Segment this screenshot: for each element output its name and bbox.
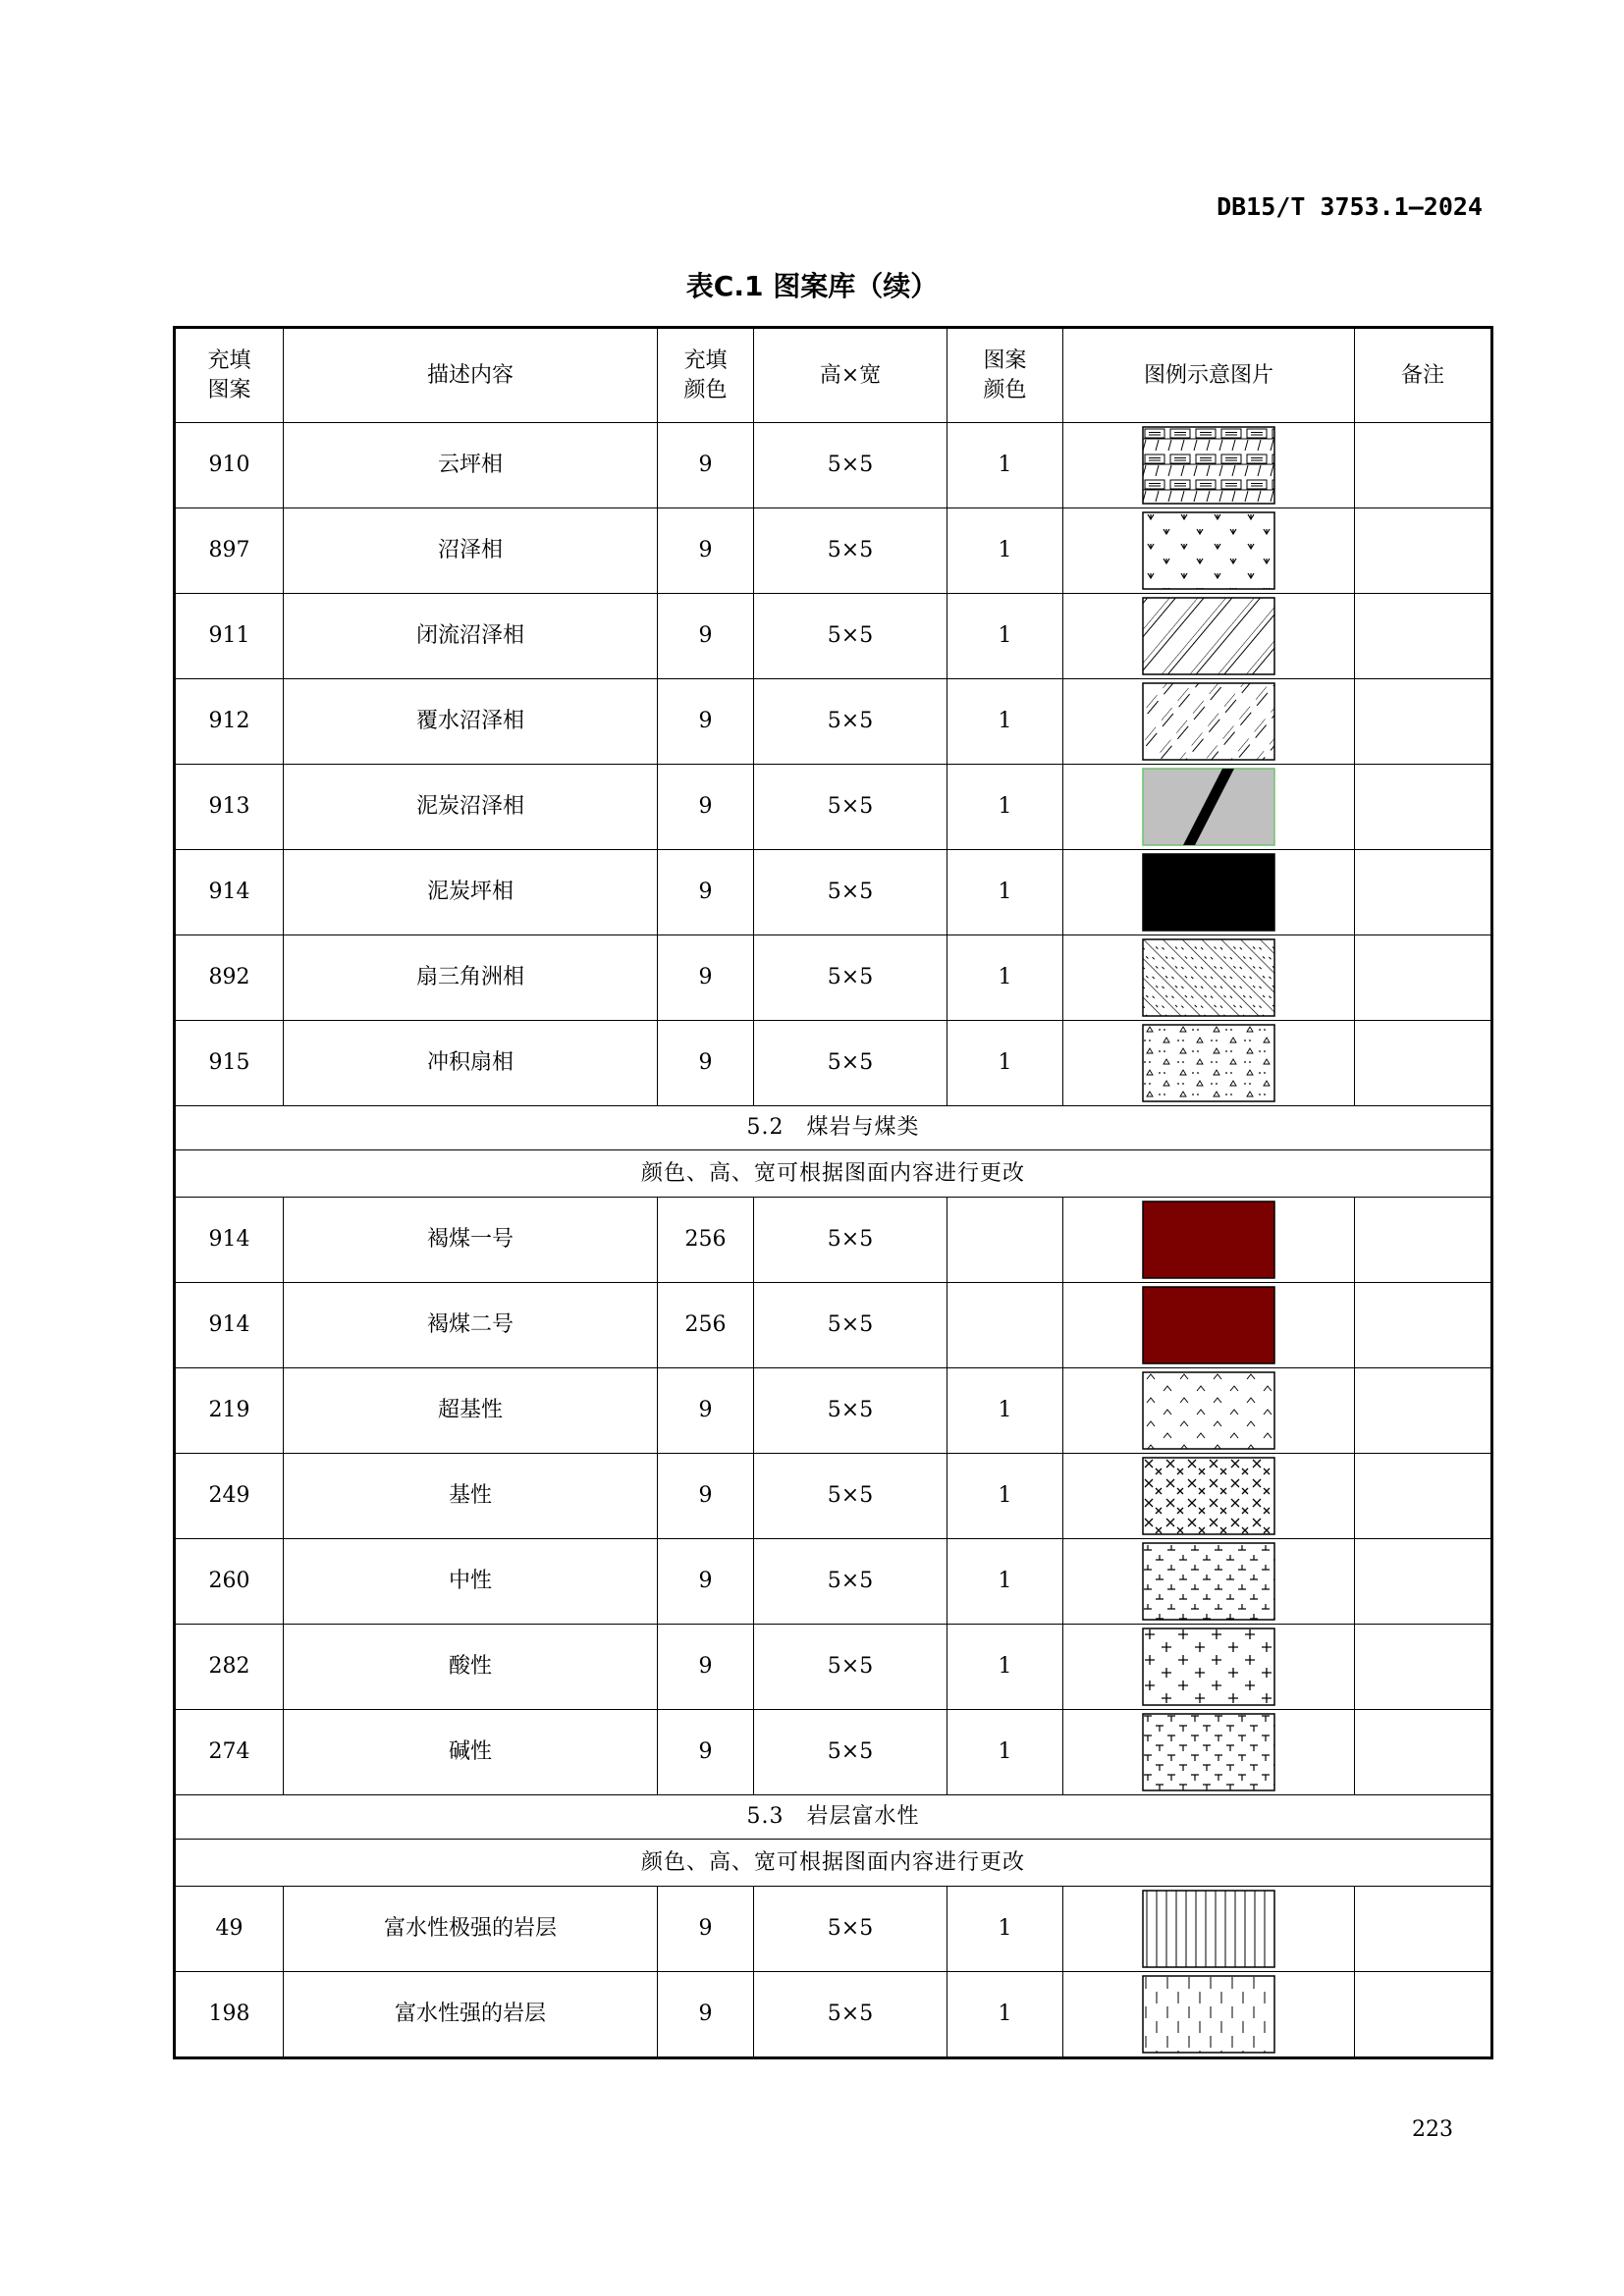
legend-image-cell bbox=[1063, 679, 1355, 765]
fill-color-cell: 9 bbox=[658, 850, 754, 935]
size-cell: 5×5 bbox=[754, 1887, 947, 1972]
table-row bbox=[175, 508, 1492, 594]
pattern-color-cell: 1 bbox=[947, 765, 1063, 850]
description-cell: 沼泽相 bbox=[284, 508, 658, 594]
pattern-color-cell bbox=[947, 1283, 1063, 1368]
description-cell: 泥炭沼泽相 bbox=[284, 765, 658, 850]
fill-color-cell: 9 bbox=[658, 1454, 754, 1539]
legend-image-cell bbox=[1063, 1454, 1355, 1539]
table-title: 表C.1 图案库（续） bbox=[685, 270, 939, 302]
header-fill-color: 充填 颜色 bbox=[658, 328, 754, 423]
description-cell: 富水性强的岩层 bbox=[284, 1972, 658, 2058]
peat-marsh-pattern-icon bbox=[1063, 768, 1354, 846]
size-cell: 5×5 bbox=[754, 1021, 947, 1106]
pattern-color-cell: 1 bbox=[947, 508, 1063, 594]
peat-flat-pattern-icon bbox=[1063, 853, 1354, 932]
size-cell: 5×5 bbox=[754, 1454, 947, 1539]
size-cell: 5×5 bbox=[754, 508, 947, 594]
description-cell: 中性 bbox=[284, 1539, 658, 1625]
code-cell: 915 bbox=[175, 1021, 284, 1106]
fill-color-cell: 9 bbox=[658, 765, 754, 850]
alluvial-fan-pattern-icon bbox=[1063, 1024, 1354, 1102]
legend-image-cell bbox=[1063, 850, 1355, 935]
code-cell: 914 bbox=[175, 1283, 284, 1368]
facies-rows bbox=[175, 423, 1492, 1106]
remarks-cell bbox=[1355, 594, 1492, 679]
remarks-cell bbox=[1355, 1198, 1492, 1283]
legend-image-cell bbox=[1063, 1283, 1355, 1368]
table-row bbox=[175, 1887, 1492, 1972]
document-id: DB15/T 3753.1—2024 bbox=[1217, 192, 1483, 221]
table-row bbox=[175, 765, 1492, 850]
water-yield-rows bbox=[175, 1887, 1492, 2058]
marsh-pattern-icon bbox=[1063, 511, 1354, 590]
legend-image-cell bbox=[1063, 765, 1355, 850]
section-5-3-title-row bbox=[175, 1795, 1492, 1840]
legend-image-cell bbox=[1063, 1887, 1355, 1972]
size-cell: 5×5 bbox=[754, 1283, 947, 1368]
code-cell: 892 bbox=[175, 935, 284, 1021]
fill-color-cell: 9 bbox=[658, 679, 754, 765]
table-row bbox=[175, 850, 1492, 935]
legend-image-cell bbox=[1063, 423, 1355, 508]
header-fill-pattern: 充填 图案 bbox=[175, 328, 284, 423]
table-row bbox=[175, 1368, 1492, 1454]
fill-color-cell: 9 bbox=[658, 1972, 754, 2058]
table-row bbox=[175, 1454, 1492, 1539]
code-cell: 274 bbox=[175, 1710, 284, 1795]
description-cell: 冲积扇相 bbox=[284, 1021, 658, 1106]
remarks-cell bbox=[1355, 935, 1492, 1021]
pattern-color-cell: 1 bbox=[947, 1454, 1063, 1539]
table-row bbox=[175, 935, 1492, 1021]
fill-color-cell: 9 bbox=[658, 1887, 754, 1972]
size-cell: 5×5 bbox=[754, 1625, 947, 1710]
header-remarks: 备注 bbox=[1355, 328, 1492, 423]
size-cell: 5×5 bbox=[754, 1710, 947, 1795]
pattern-color-cell bbox=[947, 1198, 1063, 1283]
legend-image-cell bbox=[1063, 1021, 1355, 1106]
table-row bbox=[175, 1710, 1492, 1795]
remarks-cell bbox=[1355, 1454, 1492, 1539]
fill-color-cell: 256 bbox=[658, 1198, 754, 1283]
description-cell: 富水性极强的岩层 bbox=[284, 1887, 658, 1972]
legend-image-cell bbox=[1063, 1972, 1355, 2058]
lignite-two-swatch-icon bbox=[1063, 1286, 1354, 1364]
remarks-cell bbox=[1355, 1710, 1492, 1795]
cloud-flat-pattern-icon bbox=[1063, 426, 1354, 505]
pattern-color-cell: 1 bbox=[947, 1625, 1063, 1710]
code-cell: 249 bbox=[175, 1454, 284, 1539]
legend-image-cell bbox=[1063, 1368, 1355, 1454]
section-5-2-note-row bbox=[175, 1150, 1492, 1198]
fill-color-cell: 9 bbox=[658, 1539, 754, 1625]
alkaline-pattern-icon bbox=[1063, 1713, 1354, 1791]
size-cell: 5×5 bbox=[754, 935, 947, 1021]
remarks-cell bbox=[1355, 508, 1492, 594]
code-cell: 897 bbox=[175, 508, 284, 594]
remarks-cell bbox=[1355, 1972, 1492, 2058]
code-cell: 912 bbox=[175, 679, 284, 765]
pattern-library-table bbox=[173, 326, 1493, 2059]
legend-image-cell bbox=[1063, 1710, 1355, 1795]
legend-image-cell bbox=[1063, 508, 1355, 594]
legend-image-cell bbox=[1063, 935, 1355, 1021]
description-cell: 扇三角洲相 bbox=[284, 935, 658, 1021]
description-cell: 超基性 bbox=[284, 1368, 658, 1454]
section-5-2-title: 5.2 煤岩与煤类 bbox=[175, 1106, 1492, 1150]
section-5-3-note: 颜色、高、宽可根据图面内容进行更改 bbox=[175, 1840, 1492, 1887]
fill-color-cell: 9 bbox=[658, 935, 754, 1021]
pattern-color-cell: 1 bbox=[947, 423, 1063, 508]
section-5-3-note-row bbox=[175, 1840, 1492, 1887]
pattern-color-cell: 1 bbox=[947, 679, 1063, 765]
pattern-color-cell: 1 bbox=[947, 1972, 1063, 2058]
description-cell: 闭流沼泽相 bbox=[284, 594, 658, 679]
section-5-2-title-row bbox=[175, 1106, 1492, 1150]
size-cell: 5×5 bbox=[754, 1972, 947, 2058]
size-cell: 5×5 bbox=[754, 423, 947, 508]
header-description: 描述内容 bbox=[284, 328, 658, 423]
pattern-color-cell: 1 bbox=[947, 1021, 1063, 1106]
table-row bbox=[175, 1283, 1492, 1368]
code-cell: 198 bbox=[175, 1972, 284, 2058]
size-cell: 5×5 bbox=[754, 1198, 947, 1283]
description-cell: 碱性 bbox=[284, 1710, 658, 1795]
table-header-row bbox=[175, 328, 1492, 423]
size-cell: 5×5 bbox=[754, 850, 947, 935]
code-cell: 219 bbox=[175, 1368, 284, 1454]
legend-image-cell bbox=[1063, 1539, 1355, 1625]
remarks-cell bbox=[1355, 679, 1492, 765]
header-legend-image: 图例示意图片 bbox=[1063, 328, 1355, 423]
very-strong-water-yield-pattern-icon bbox=[1063, 1890, 1354, 1968]
description-cell: 泥炭坪相 bbox=[284, 850, 658, 935]
header-height-width: 高×宽 bbox=[754, 328, 947, 423]
pattern-color-cell: 1 bbox=[947, 1368, 1063, 1454]
pattern-color-cell: 1 bbox=[947, 935, 1063, 1021]
remarks-cell bbox=[1355, 1368, 1492, 1454]
table-row bbox=[175, 423, 1492, 508]
fill-color-cell: 256 bbox=[658, 1283, 754, 1368]
page-number: 223 bbox=[1412, 2117, 1453, 2142]
code-cell: 910 bbox=[175, 423, 284, 508]
code-cell: 914 bbox=[175, 850, 284, 935]
lignite-one-swatch-icon bbox=[1063, 1201, 1354, 1279]
description-cell: 褐煤二号 bbox=[284, 1283, 658, 1368]
table-row bbox=[175, 1539, 1492, 1625]
remarks-cell bbox=[1355, 850, 1492, 935]
code-cell: 282 bbox=[175, 1625, 284, 1710]
table-row bbox=[175, 1625, 1492, 1710]
description-cell: 基性 bbox=[284, 1454, 658, 1539]
remarks-cell bbox=[1355, 1887, 1492, 1972]
remarks-cell bbox=[1355, 423, 1492, 508]
fan-delta-pattern-icon bbox=[1063, 938, 1354, 1017]
closed-marsh-pattern-icon bbox=[1063, 597, 1354, 675]
table-row bbox=[175, 1198, 1492, 1283]
size-cell: 5×5 bbox=[754, 594, 947, 679]
table-row bbox=[175, 679, 1492, 765]
remarks-cell bbox=[1355, 1021, 1492, 1106]
fill-color-cell: 9 bbox=[658, 1625, 754, 1710]
code-cell: 911 bbox=[175, 594, 284, 679]
size-cell: 5×5 bbox=[754, 1368, 947, 1454]
legend-image-cell bbox=[1063, 1198, 1355, 1283]
table-row bbox=[175, 1021, 1492, 1106]
section-5-2-note: 颜色、高、宽可根据图面内容进行更改 bbox=[175, 1150, 1492, 1198]
remarks-cell bbox=[1355, 765, 1492, 850]
flooded-marsh-pattern-icon bbox=[1063, 682, 1354, 761]
strong-water-yield-pattern-icon bbox=[1063, 1975, 1354, 2054]
table-row bbox=[175, 594, 1492, 679]
fill-color-cell: 9 bbox=[658, 1021, 754, 1106]
fill-color-cell: 9 bbox=[658, 508, 754, 594]
description-cell: 覆水沼泽相 bbox=[284, 679, 658, 765]
intermediate-pattern-icon bbox=[1063, 1542, 1354, 1621]
header-pattern-color: 图案 颜色 bbox=[947, 328, 1063, 423]
table-row bbox=[175, 1972, 1492, 2058]
pattern-color-cell: 1 bbox=[947, 594, 1063, 679]
size-cell: 5×5 bbox=[754, 679, 947, 765]
remarks-cell bbox=[1355, 1283, 1492, 1368]
description-cell: 云坪相 bbox=[284, 423, 658, 508]
section-5-3-title: 5.3 岩层富水性 bbox=[175, 1795, 1492, 1840]
description-cell: 褐煤一号 bbox=[284, 1198, 658, 1283]
fill-color-cell: 9 bbox=[658, 1368, 754, 1454]
code-cell: 913 bbox=[175, 765, 284, 850]
fill-color-cell: 9 bbox=[658, 423, 754, 508]
size-cell: 5×5 bbox=[754, 1539, 947, 1625]
pattern-color-cell: 1 bbox=[947, 850, 1063, 935]
basic-pattern-icon bbox=[1063, 1457, 1354, 1535]
acidic-pattern-icon bbox=[1063, 1628, 1354, 1706]
ultrabasic-pattern-icon bbox=[1063, 1371, 1354, 1450]
remarks-cell bbox=[1355, 1625, 1492, 1710]
code-cell: 914 bbox=[175, 1198, 284, 1283]
remarks-cell bbox=[1355, 1539, 1492, 1625]
description-cell: 酸性 bbox=[284, 1625, 658, 1710]
legend-image-cell bbox=[1063, 594, 1355, 679]
size-cell: 5×5 bbox=[754, 765, 947, 850]
pattern-color-cell: 1 bbox=[947, 1887, 1063, 1972]
fill-color-cell: 9 bbox=[658, 594, 754, 679]
pattern-color-cell: 1 bbox=[947, 1539, 1063, 1625]
pattern-color-cell: 1 bbox=[947, 1710, 1063, 1795]
legend-image-cell bbox=[1063, 1625, 1355, 1710]
coal-type-rows bbox=[175, 1198, 1492, 1795]
fill-color-cell: 9 bbox=[658, 1710, 754, 1795]
code-cell: 49 bbox=[175, 1887, 284, 1972]
code-cell: 260 bbox=[175, 1539, 284, 1625]
